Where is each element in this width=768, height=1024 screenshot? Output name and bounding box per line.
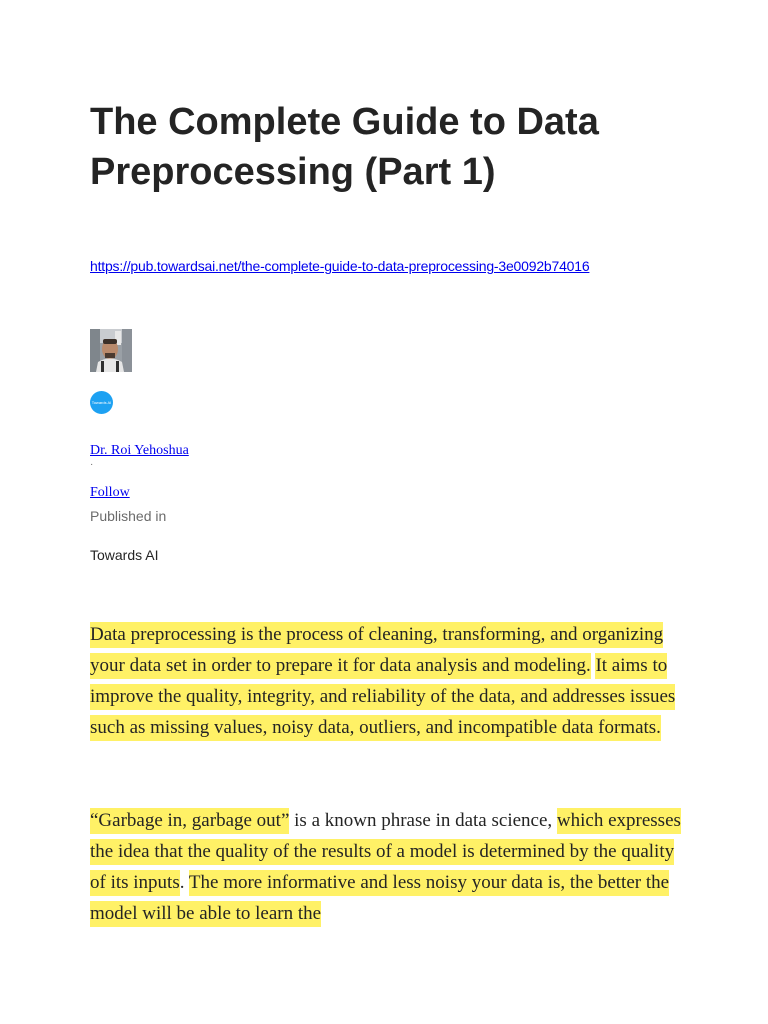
author-avatar[interactable] (90, 329, 132, 372)
highlighted-text: Data preprocessing is the process of cleaning, transforming, and organizing your data set in order to prepare it for data analysis and modeling. (90, 622, 663, 679)
article-paragraph (90, 619, 690, 743)
plain-text: is a known phrase in data science, (289, 810, 557, 831)
article-title: The Complete Guide to Data Preprocessing (Part 1) (90, 101, 599, 193)
highlighted-text: The more informative and less noisy your data is, the better the model will be able to learn the (90, 870, 669, 927)
highlighted-text: which expresses the idea that the quality of the results of a model is determined by the quality of its inputs (90, 808, 681, 896)
author-name-link[interactable]: Dr. Roi Yehoshua (90, 443, 189, 458)
follow-link[interactable]: Follow (90, 485, 130, 500)
publication-name[interactable]: Towards AI (90, 547, 159, 563)
plain-text: . (179, 872, 189, 893)
highlighted-text: “Garbage in, garbage out” (90, 808, 289, 834)
byline-separator: · (90, 459, 94, 470)
publication-logo-text: Towards AI (91, 400, 112, 405)
article-paragraph (90, 805, 690, 929)
author-photo-image (90, 329, 132, 372)
publication-logo[interactable] (90, 391, 113, 414)
published-in-label: Published in (90, 508, 167, 524)
highlighted-text: It aims to improve the quality, integrity, and reliability of the data, and addresses issues such as missing values, noisy data, outliers, and incompatible data formats. (90, 653, 675, 741)
article-url-link[interactable]: https://pub.towardsai.net/the-complete-guide-to-data-preprocessing-3e0092b74016 (90, 258, 590, 274)
